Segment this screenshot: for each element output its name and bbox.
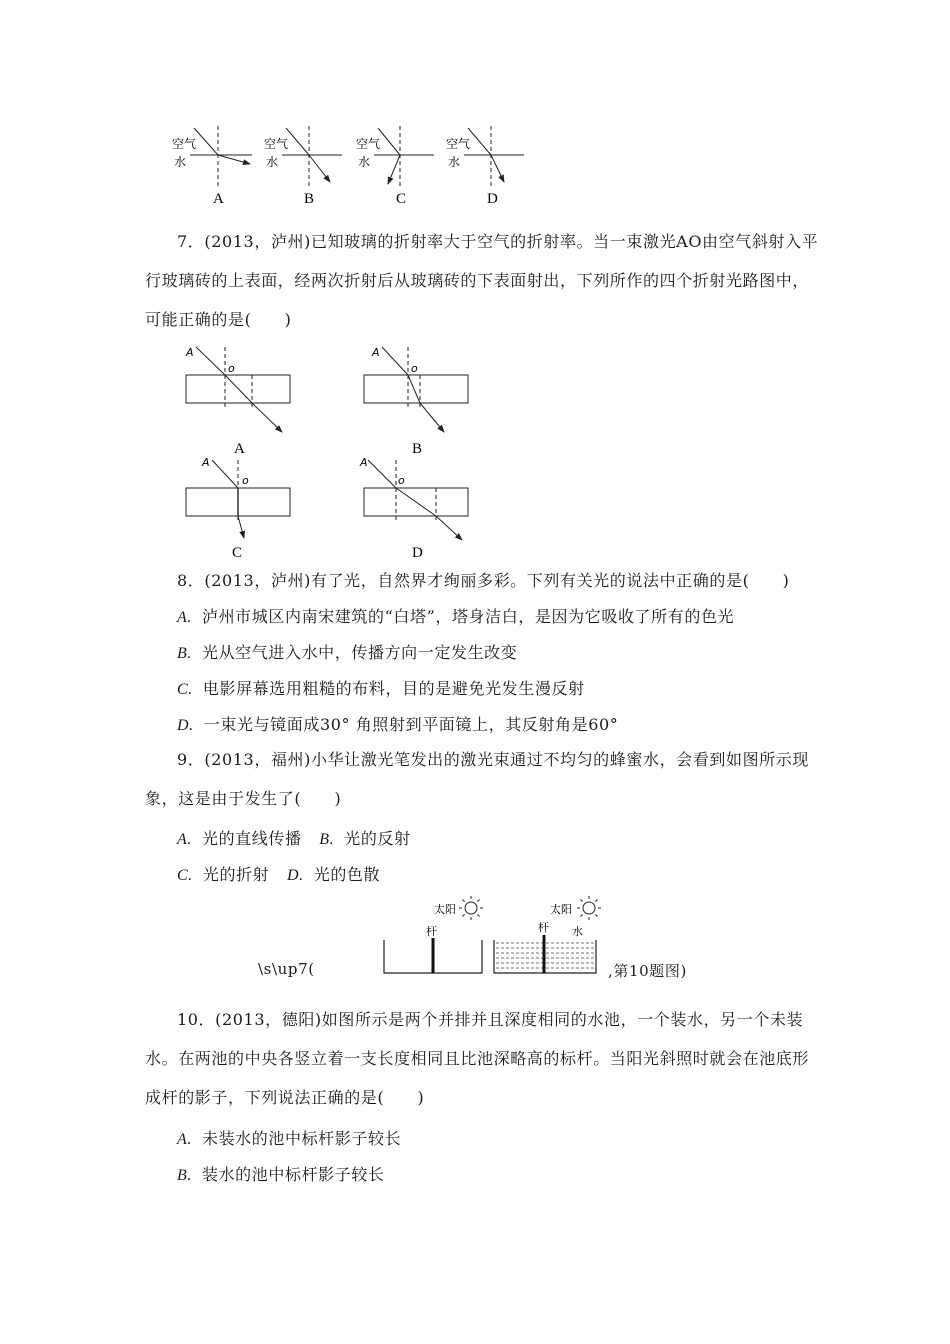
option-text: 光从空气进入水中，传播方向一定发生改变 (201, 643, 518, 662)
sun-label: 太阳 (550, 903, 572, 916)
q9-option-b (319, 829, 410, 848)
rod-label: 杆 (538, 921, 549, 934)
option-letter: C. (177, 867, 193, 884)
q7-option-d (359, 456, 468, 560)
option-text: 泸州市城区内南宋建筑的“白塔”，塔身洁白，是因为它吸收了所有的色光 (201, 607, 735, 626)
point-o-label: o (411, 362, 418, 375)
q9-stem: 9．(2013，福州)小华让激光笔发出的激光束通过不均匀的蜂蜜水，会看到如图所示现象，这是由于发生了( ) (145, 750, 809, 808)
q7-option-a (185, 346, 290, 457)
air-label: 空气 (264, 137, 289, 151)
q7-label-d: D (412, 545, 423, 560)
option-text: 光的直线传播 (201, 829, 302, 848)
water-label: 水 (174, 155, 187, 169)
option-text: 光的反射 (344, 829, 411, 848)
q7-label-c: C (232, 545, 243, 560)
q10-option-a (177, 1126, 401, 1149)
fig6-option-b (264, 126, 342, 207)
option-text: 一束光与镜面成30° 角照射到平面镜上，其反射角是60° (203, 715, 619, 734)
fig10-caption: ,第10题图) (608, 962, 687, 980)
rod-label: 杆 (426, 925, 437, 938)
option-letter: D. (286, 867, 304, 884)
sun-label: 太阳 (434, 903, 456, 916)
option-text: 光的色散 (313, 865, 381, 884)
point-a-label: A (360, 456, 368, 469)
point-o-label: o (398, 474, 405, 487)
fig10-prefix: \s\up7( (258, 960, 315, 978)
q10-option-b (177, 1162, 385, 1185)
water-label: 水 (266, 155, 279, 169)
q9-option-d (287, 865, 380, 884)
q9-option-a (177, 829, 302, 848)
air-label: 空气 (172, 137, 197, 151)
fig6-option-a (172, 126, 252, 207)
option-text: 未装水的池中标杆影子较长 (201, 1129, 402, 1148)
option-letter: A. (177, 831, 192, 848)
point-a-label: A (186, 346, 194, 359)
point-o-label: o (242, 474, 249, 487)
fig6-label-c: C (396, 191, 407, 207)
option-letter: C. (177, 681, 193, 698)
q8-option-d (177, 712, 618, 735)
point-a-label: A (372, 346, 380, 359)
q9-options-row-1 (177, 826, 411, 849)
option-letter: B. (177, 1167, 192, 1184)
option-letter: A. (177, 1131, 192, 1148)
option-text: 装水的池中标杆影子较长 (201, 1165, 385, 1184)
q7-glass-figures (178, 342, 478, 560)
option-text: 电影屏幕选用粗糙的布料，目的是避免光发生漫反射 (202, 679, 585, 698)
fig6-option-c (356, 126, 434, 207)
option-letter: B. (177, 645, 192, 662)
water-label: 水 (448, 155, 461, 169)
option-text: 光的折射 (202, 865, 270, 884)
option-letter: A. (177, 609, 192, 626)
fig6-label-a: A (213, 191, 224, 207)
air-label: 空气 (356, 137, 381, 151)
q8-stem: 8．(2013，泸州)有了光，自然界才绚丽多彩。下列有关光的说法中正确的是( ) (177, 571, 790, 590)
q6-refraction-figures (160, 118, 540, 210)
q9-option-c (177, 865, 269, 884)
q8-option-a (177, 604, 734, 627)
q10-pool-figure (378, 893, 608, 981)
water-label: 水 (358, 155, 371, 169)
option-letter: D. (177, 717, 194, 734)
q8-option-c (177, 676, 585, 699)
air-label: 空气 (446, 137, 471, 151)
option-letter: B. (319, 831, 335, 848)
fig6-label-d: D (487, 191, 498, 207)
q7-option-c (186, 456, 290, 560)
q10-stem: 10．(2013，德阳)如图所示是两个并排并且深度相同的水池，一个装水，另一个未装水。在两池的中央各竖立着一支长度相同且比池深略高的标杆。当阳光斜照时就会在池底形成杆的影子，下列说法正确的是( ) (145, 1010, 810, 1107)
q7-stem: 7．(2013，泸州)已知玻璃的折射率大于空气的折射率。当一束激光AO由空气斜射入平行玻璃砖的上表面，经两次折射后从玻璃砖的下表面射出，下列所作的四个折射光路图中，可能正确的是( ) (145, 232, 819, 329)
point-o-label: o (228, 362, 235, 375)
q7-label-a: A (234, 441, 245, 457)
sun-icon (459, 896, 483, 920)
q7-label-b: B (412, 441, 423, 457)
water-pool (494, 896, 601, 973)
q7-option-b (364, 346, 468, 457)
empty-pool (384, 896, 483, 973)
sun-icon (577, 896, 601, 920)
q9-options-row-2 (177, 862, 380, 885)
water-label: 水 (572, 925, 583, 938)
point-a-label: A (202, 456, 210, 469)
fig6-label-b: B (304, 191, 315, 207)
fig6-option-d (446, 126, 524, 207)
q8-option-b (177, 640, 517, 663)
